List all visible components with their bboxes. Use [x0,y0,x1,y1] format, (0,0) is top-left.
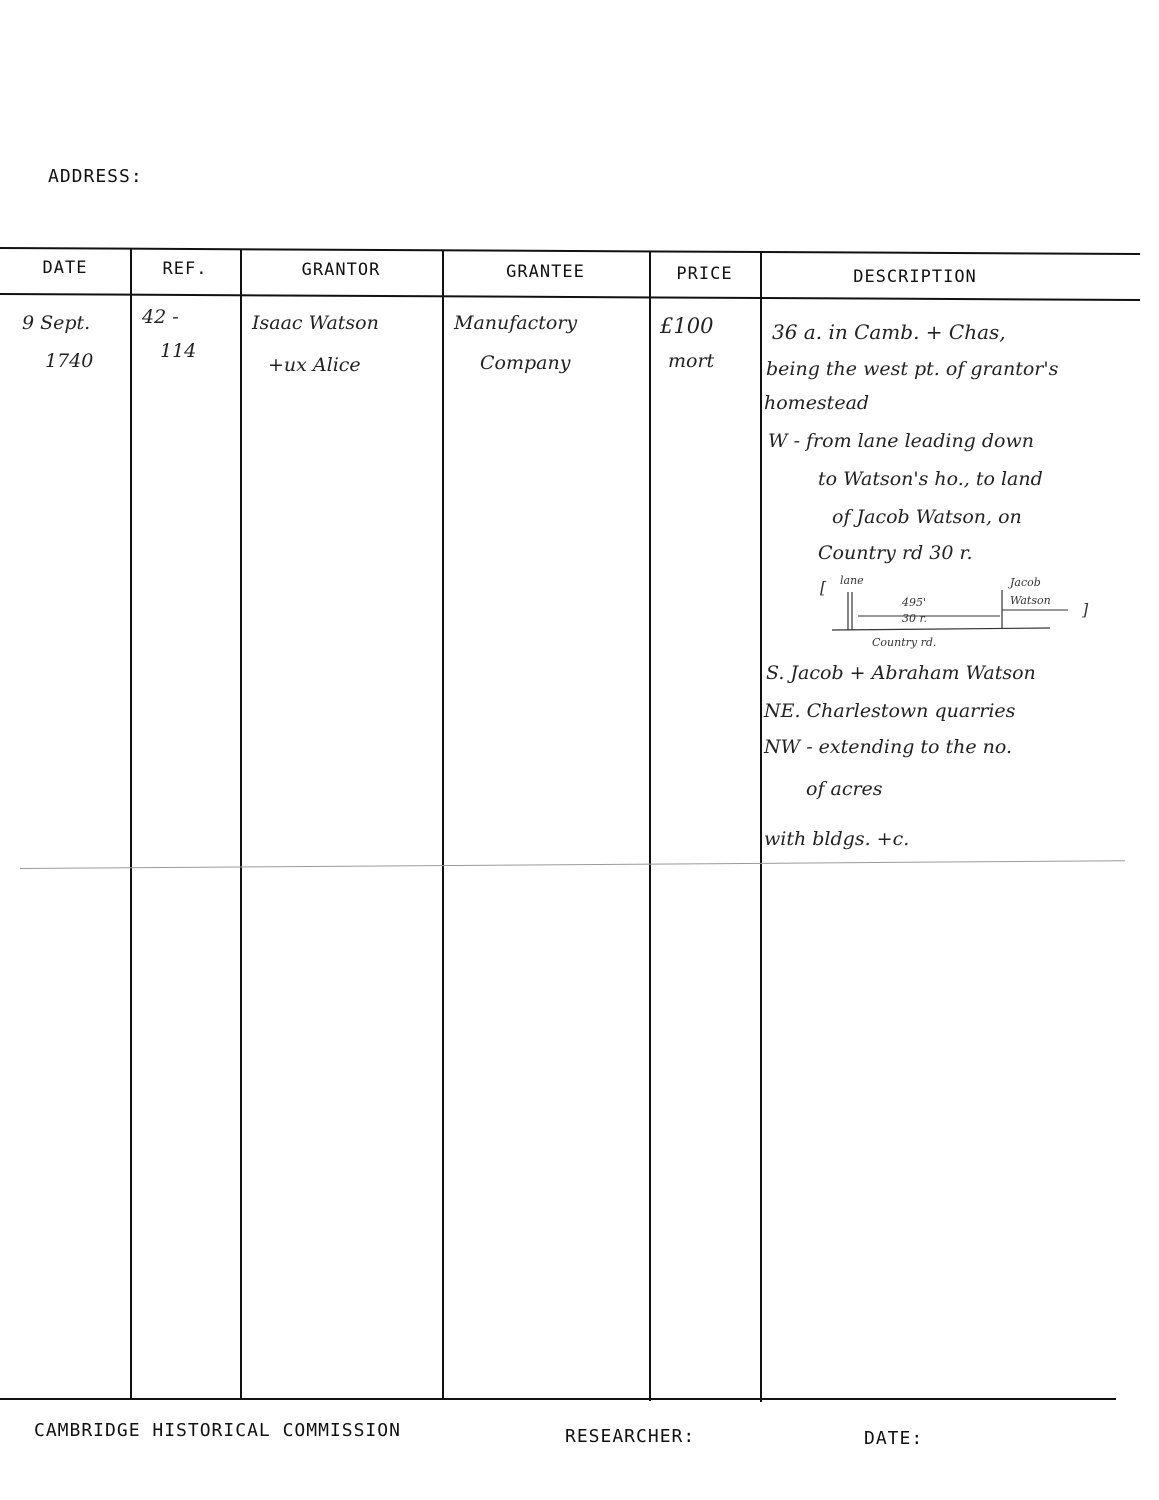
footer-researcher-label: RESEARCHER: [565,1426,696,1447]
column-header-date: DATE [42,258,88,278]
table-top-border [0,247,1140,255]
entry-grantee-company: Company [480,352,571,374]
entry-price-amount: £100 [660,314,714,338]
entry-ref-page: 114 [160,340,197,362]
column-header-grantee: GRANTEE [506,262,585,282]
sketch-road-label: Country rd. [872,636,937,649]
table-bottom-border [0,1398,1116,1400]
description-line-8: S. Jacob + Abraham Watson [766,662,1036,684]
entry-grantee-name: Manufactory [454,312,578,334]
sketch-watson-label: Watson [1010,594,1051,607]
header-divider [0,293,1140,301]
boundary-sketch [810,570,1110,655]
column-divider-1 [130,248,132,1398]
entry-grantor-spouse: +ux Alice [268,354,361,376]
column-header-description: DESCRIPTION [853,267,977,287]
description-line-7: Country rd 30 r. [818,542,973,564]
entry-ref-book: 42 - [142,306,179,328]
description-line-1: 36 a. in Camb. + Chas, [772,320,1006,344]
entry-date-year: 1740 [45,350,94,372]
description-line-3: homestead [764,392,870,414]
sketch-distance-feet: 495' [902,596,927,609]
description-line-5: to Watson's ho., to land [818,468,1043,490]
faint-stray-line [20,860,1125,869]
description-line-6: of Jacob Watson, on [832,506,1022,528]
column-divider-4 [649,251,651,1401]
address-label: ADDRESS: [48,166,143,187]
entry-price-note: mort [668,350,715,372]
footer-organization: CAMBRIDGE HISTORICAL COMMISSION [34,1420,401,1441]
sketch-distance-rods: 30 r. [902,612,928,625]
sketch-jacob-label: Jacob [1010,576,1041,589]
column-header-grantor: GRANTOR [301,260,381,280]
description-line-9: NE. Charlestown quarries [764,700,1016,722]
description-line-12: with bldgs. +c. [764,828,910,850]
description-line-11: of acres [806,778,883,800]
description-line-10: NW - extending to the no. [764,736,1013,758]
column-divider-2 [240,249,242,1399]
sketch-bracket-right: ] [1082,600,1089,619]
sketch-lane-label: lane [840,574,864,587]
description-line-4: W - from lane leading down [768,430,1034,452]
column-header-ref: REF. [162,259,208,279]
sketch-diagram-lines [810,570,1110,655]
sketch-bracket-left: [ [820,578,827,597]
column-divider-5 [760,252,762,1402]
entry-date-day: 9 Sept. [22,312,91,334]
column-header-price: PRICE [676,264,733,284]
entry-grantor-name: Isaac Watson [252,312,379,334]
description-line-2: being the west pt. of grantor's [766,358,1059,380]
column-divider-3 [442,250,444,1400]
footer-date-label: DATE: [864,1428,924,1449]
